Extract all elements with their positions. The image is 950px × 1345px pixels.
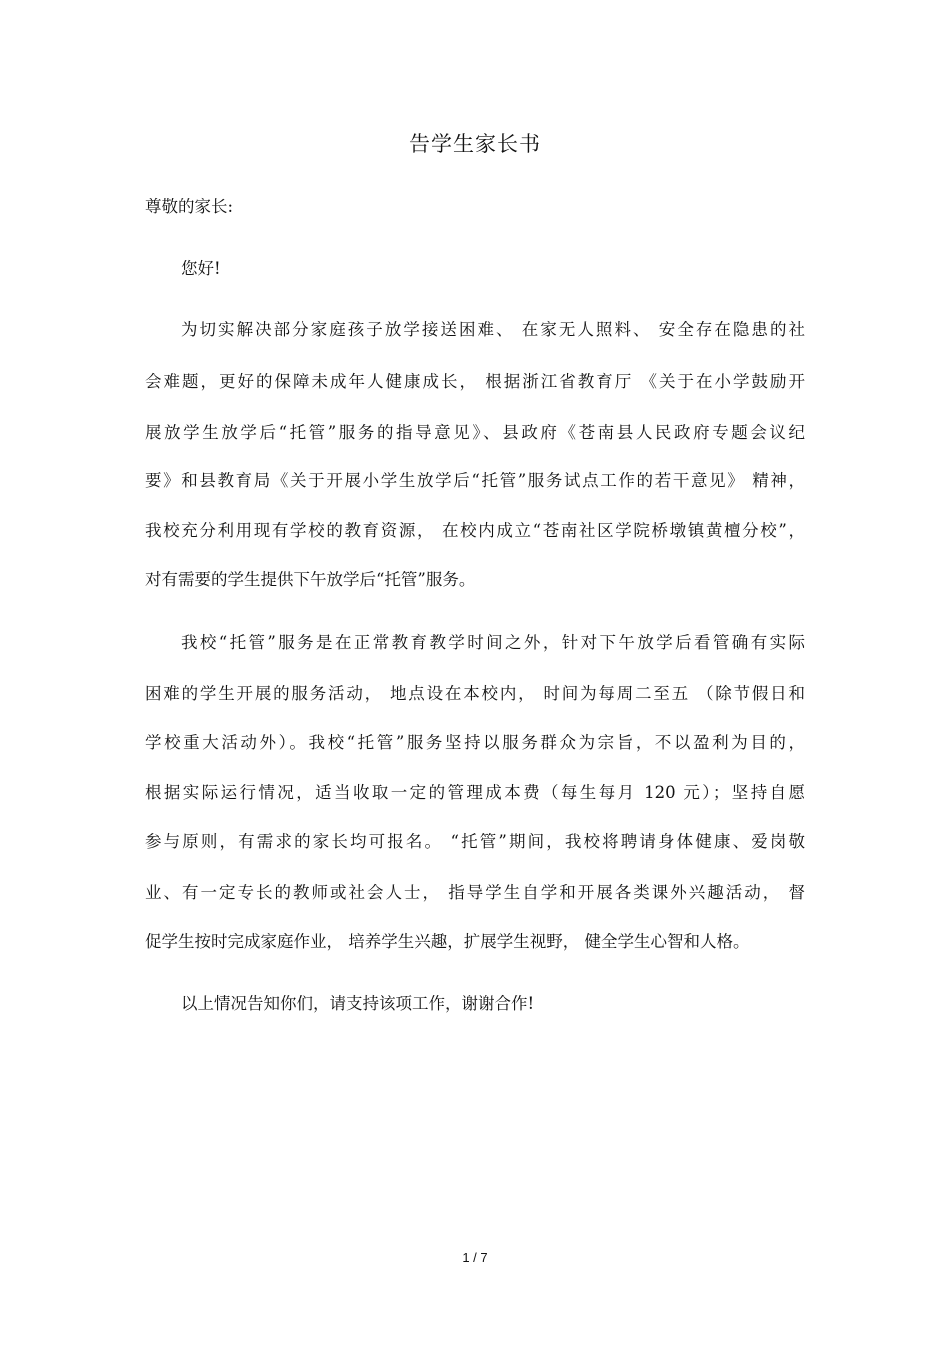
paragraph-2-line-5: 参与原则，有需求的家长均可报名。 “托管”期间，我校将聘请身体健康、爱岗敬: [145, 832, 805, 851]
greeting: 您好!: [181, 259, 221, 278]
paragraph-2-line-3: 学校重大活动外）。我校“托管”服务坚持以服务群众为宗旨，不以盈利为目的，: [145, 733, 805, 752]
paragraph-2-line-6: 业、有一定专长的教师或社会人士， 指导学生自学和开展各类课外兴趣活动， 督: [145, 883, 805, 902]
paragraph-1-line-6: 对有需要的学生提供下午放学后“托管”服务。: [145, 570, 476, 589]
paragraph-1-line-1: 为切实解决部分家庭孩子放学接送困难、 在家无人照料、 安全存在隐患的社: [181, 320, 805, 339]
paragraph-2-line-4: 根据实际运行情况，适当收取一定的管理成本费（每生每月 120 元）；坚持自愿: [145, 783, 805, 802]
paragraph-1-line-5: 我校充分利用现有学校的教育资源， 在校内成立“苍南社区学院桥墩镇黄檀分校”，: [145, 521, 805, 540]
paragraph-1-line-4: 要》和县教育局《关于开展小学生放学后“托管”服务试点工作的若干意见》 精神，: [145, 471, 805, 490]
paragraph-2-line-1: 我校“托管”服务是在正常教育教学时间之外，针对下午放学后看管确有实际: [181, 633, 805, 652]
paragraph-2-line-7: 促学生按时完成家庭作业， 培养学生兴趣，扩展学生视野， 健全学生心智和人格。: [145, 932, 750, 951]
salutation: 尊敬的家长:: [145, 197, 234, 216]
closing-line: 以上情况告知你们，请支持该项工作，谢谢合作!: [181, 994, 535, 1013]
document-title: 告学生家长书: [409, 132, 541, 156]
page-number: 1 / 7: [462, 1250, 488, 1265]
paragraph-2-line-2: 困难的学生开展的服务活动， 地点设在本校内， 时间为每周二至五 （除节假日和: [145, 684, 805, 703]
paragraph-1-line-3: 展放学生放学后“托管”服务的指导意见》、县政府《苍南县人民政府专题会议纪: [145, 423, 805, 442]
paragraph-1-line-2: 会难题，更好的保障未成年人健康成长， 根据浙江省教育厅 《关于在小学鼓励开: [145, 372, 805, 391]
